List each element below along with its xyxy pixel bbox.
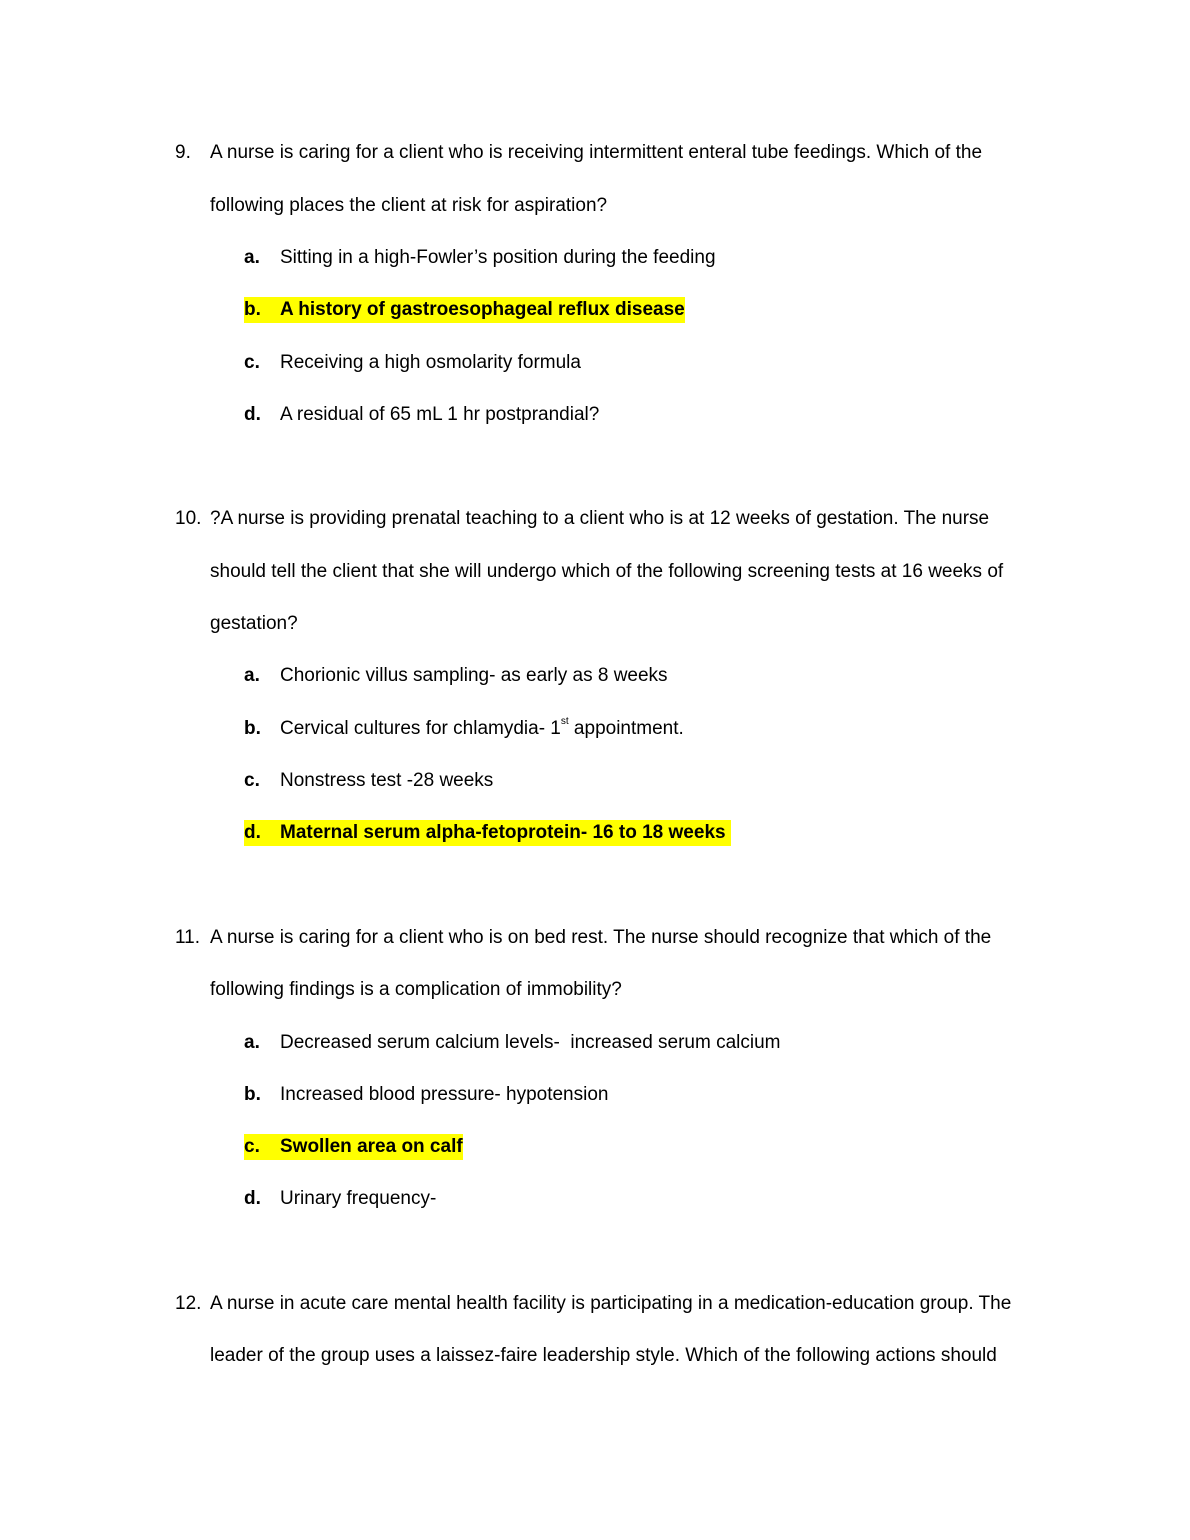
question-text-line: following places the client at risk for aspiration?: [210, 195, 608, 216]
question-number: 11.: [175, 927, 201, 948]
question-text-line: should tell the client that she will undergo which of the following screening tests at 16 weeks of: [210, 561, 1004, 582]
option-text: A residual of 65 mL 1 hr postprandial?: [280, 404, 600, 425]
answer-option: [244, 245, 716, 271]
answer-option-highlighted: [244, 297, 685, 323]
option-text: Urinary frequency-: [280, 1188, 437, 1209]
answer-option: [244, 768, 493, 794]
option-text: Decreased serum calcium levels- increased serum calcium: [280, 1032, 781, 1053]
answer-option: [244, 663, 668, 689]
answer-option: [244, 1082, 608, 1108]
question-text-line: gestation?: [210, 613, 298, 634]
superscript: st: [560, 715, 569, 727]
answer-option: [244, 1030, 781, 1056]
question-text-line: following findings is a complication of immobility?: [210, 979, 622, 1000]
option-letter: a.: [244, 247, 260, 268]
option-text: Increased blood pressure- hypotension: [280, 1084, 609, 1105]
option-letter: d.: [244, 822, 261, 843]
option-text: Nonstress test -28 weeks: [280, 770, 494, 791]
option-text: appointment.: [568, 718, 684, 739]
question-number: 9.: [175, 142, 191, 163]
option-letter: b.: [244, 299, 261, 320]
option-letter: a.: [244, 1032, 260, 1053]
option-text: A history of gastroesophageal reflux disease: [280, 299, 685, 320]
option-letter: c.: [244, 770, 260, 791]
option-letter: c.: [244, 1136, 260, 1157]
answer-option: [244, 716, 684, 742]
option-letter: b.: [244, 1084, 261, 1105]
option-letter: d.: [244, 1188, 261, 1209]
option-text: Chorionic villus sampling- as early as 8 weeks: [280, 665, 668, 686]
question-text-line: A nurse is caring for a client who is on bed rest. The nurse should recognize that which of the: [210, 927, 992, 948]
answer-option: [244, 402, 599, 428]
option-text: Receiving a high osmolarity formula: [280, 352, 581, 373]
question-text-line: A nurse in acute care mental health facility is participating in a medication-education group. The: [210, 1293, 1012, 1314]
option-text: Maternal serum alpha-fetoprotein- 16 to 18 weeks: [280, 822, 731, 843]
question-number: 10.: [175, 508, 202, 529]
option-letter: a.: [244, 665, 260, 686]
answer-option-highlighted: [244, 1134, 463, 1160]
answer-option-highlighted: [244, 820, 731, 846]
option-text: Swollen area on calf: [280, 1136, 463, 1157]
question-text-line: A nurse is caring for a client who is receiving intermittent enteral tube feedings. Which of the: [210, 142, 983, 163]
answer-option: [244, 350, 581, 376]
option-text: Sitting in a high-Fowler’s position during the feeding: [280, 247, 716, 268]
answer-option: [244, 1186, 436, 1212]
question-text-line: ?A nurse is providing prenatal teaching to a client who is at 12 weeks of gestation. The nurse: [210, 508, 990, 529]
option-text: Cervical cultures for chlamydia- 1: [280, 718, 561, 739]
question-text-line: leader of the group uses a laissez-faire leadership style. Which of the following actions should: [210, 1345, 997, 1366]
question-number: 12.: [175, 1293, 202, 1314]
option-letter: c.: [244, 352, 260, 373]
option-letter: b.: [244, 718, 261, 739]
option-letter: d.: [244, 404, 261, 425]
